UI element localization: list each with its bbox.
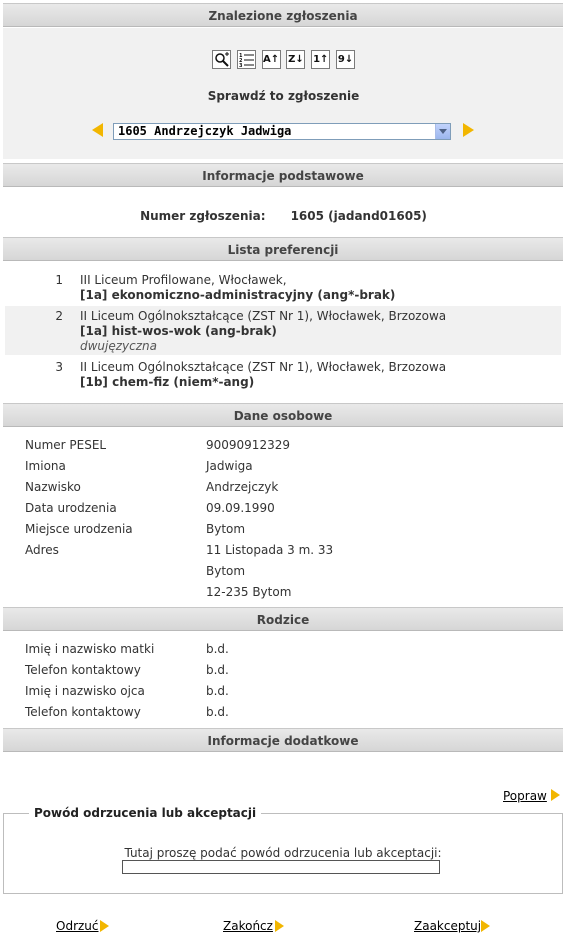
address-label: Adres xyxy=(25,543,59,557)
phone1-value: b.d. xyxy=(206,663,229,677)
surname-value: Andrzejczyk xyxy=(206,480,279,494)
phone2-value: b.d. xyxy=(206,705,229,719)
preference-item xyxy=(5,357,561,393)
surname-row xyxy=(25,477,545,498)
preference-item xyxy=(5,270,561,306)
application-select-value: 1605 Andrzejczyk Jadwiga xyxy=(118,124,292,138)
mother-value: b.d. xyxy=(206,642,229,656)
svg-text:3: 3 xyxy=(238,63,243,68)
svg-text:2: 2 xyxy=(238,58,243,64)
finish-link[interactable]: Zakończ xyxy=(223,919,273,933)
names-value: Jadwiga xyxy=(206,459,253,473)
reason-legend: Powód odrzucenia lub akceptacji xyxy=(29,806,261,820)
mother-row xyxy=(25,639,545,660)
address-line2: Bytom xyxy=(206,564,246,578)
application-number-label: Numer zgłoszenia: xyxy=(140,209,266,223)
section-header-additional: Informacje dodatkowe xyxy=(3,728,563,752)
prev-arrow-icon[interactable] xyxy=(92,123,103,137)
section-header-found: Znalezione zgłoszenia xyxy=(3,3,563,27)
section-header-parents: Rodzice xyxy=(3,607,563,631)
phone2-row xyxy=(25,702,545,723)
pob-value: Bytom xyxy=(206,522,246,536)
phone1-row xyxy=(25,660,545,681)
surname-label: Nazwisko xyxy=(25,480,81,494)
address-row xyxy=(25,540,545,561)
application-number xyxy=(0,209,567,223)
preference-item xyxy=(5,306,561,355)
pob-label: Miejsce urodzenia xyxy=(25,522,133,536)
application-select[interactable] xyxy=(113,123,451,140)
reject-link[interactable]: Odrzuć xyxy=(56,919,99,933)
next-arrow-icon[interactable] xyxy=(463,123,474,137)
address-line3: 12-235 Bytom xyxy=(206,585,292,599)
dob-value: 09.09.1990 xyxy=(206,501,275,515)
pesel-value: 90090912329 xyxy=(206,438,290,452)
preference-index: 2 xyxy=(55,309,63,323)
zoom-icon[interactable] xyxy=(212,50,231,69)
dob-row xyxy=(25,498,545,519)
reject-arrow-icon[interactable] xyxy=(100,920,109,932)
check-label: Sprawdź to zgłoszenie xyxy=(207,89,360,103)
father-label: Imię i nazwisko ojca xyxy=(25,684,145,698)
pob-row xyxy=(25,519,545,540)
names-label: Imiona xyxy=(25,459,66,473)
preference-note: dwujęzyczna xyxy=(80,339,158,353)
accept-link[interactable]: Zaakceptuj xyxy=(414,919,482,933)
address-row-2 xyxy=(25,561,545,582)
preference-index: 3 xyxy=(55,360,63,374)
edit-link[interactable]: Popraw xyxy=(503,789,547,803)
father-row xyxy=(25,681,545,702)
phone1-label: Telefon kontaktowy xyxy=(25,663,141,677)
sort-az-button[interactable]: A↑ xyxy=(262,50,281,69)
reason-input[interactable] xyxy=(122,860,440,874)
svg-text:1: 1 xyxy=(238,53,243,59)
section-header-basic: Informacje podstawowe xyxy=(3,163,563,187)
section-header-personal: Dane osobowe xyxy=(3,403,563,427)
chevron-down-icon[interactable] xyxy=(435,124,450,139)
application-number-value: 1605 (jadand01605) xyxy=(290,209,427,223)
address-line1: 11 Listopada 3 m. 33 xyxy=(206,543,334,557)
numbered-list-icon[interactable] xyxy=(237,50,256,69)
preference-profile: [1a] ekonomiczno-administracyjny (ang*-brak) xyxy=(80,288,396,302)
edit-arrow-icon[interactable] xyxy=(551,789,560,801)
preference-index: 1 xyxy=(55,273,63,287)
preference-profile: [1a] hist-wos-wok (ang-brak) xyxy=(80,324,277,338)
accept-arrow-icon[interactable] xyxy=(481,920,490,932)
names-row xyxy=(25,456,545,477)
preference-school: III Liceum Profilowane, Włocławek, xyxy=(80,273,287,287)
section-header-prefs: Lista preferencji xyxy=(3,237,563,261)
preference-school: II Liceum Ogólnokształcące (ZST Nr 1), Włocławek, Brzozowa xyxy=(80,360,447,374)
toolbar xyxy=(0,50,567,69)
reason-fieldset xyxy=(3,806,563,894)
finish-arrow-icon[interactable] xyxy=(275,920,284,932)
preference-school: II Liceum Ogólnokształcące (ZST Nr 1), Włocławek, Brzozowa xyxy=(80,309,447,323)
phone2-label: Telefon kontaktowy xyxy=(25,705,141,719)
pesel-label: Numer PESEL xyxy=(25,438,107,452)
sort-19-button[interactable]: 1↑ xyxy=(311,50,330,69)
preference-profile: [1b] chem-fiz (niem*-ang) xyxy=(80,375,255,389)
pesel-row xyxy=(25,435,545,456)
dob-label: Data urodzenia xyxy=(25,501,117,515)
sort-za-button[interactable]: Z↓ xyxy=(286,50,305,69)
sort-91-button[interactable]: 9↓ xyxy=(336,50,355,69)
mother-label: Imię i nazwisko matki xyxy=(25,642,155,656)
father-value: b.d. xyxy=(206,684,229,698)
address-row-3 xyxy=(25,582,545,603)
reason-label: Tutaj proszę podać powód odrzucenia lub akceptacji: xyxy=(124,846,442,860)
